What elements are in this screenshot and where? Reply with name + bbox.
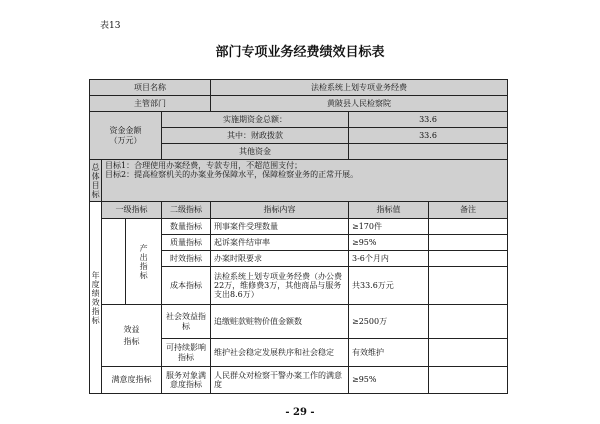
fund-total-label: 实施期资金总额： [162,112,349,128]
table-number: 表13 [100,21,121,31]
header-content: 指标内容 [211,202,349,219]
sustain-remark [429,339,508,367]
social-content: 追缴赃款赃物价值金额数 [211,305,349,339]
service-content: 人民群众对检察干警办案工作的满意度 [211,367,349,394]
social-level2: 社会效益指标 [162,305,211,339]
table-row [90,219,508,235]
page-title: 部门专项业务经费绩效目标表 [215,45,385,60]
timeliness-level2: 时效指标 [162,251,211,267]
header-row [90,202,508,219]
quantity-remark [429,219,508,235]
output-indicators-label: 产出指标 [126,219,162,305]
fund-label-line2: （万元） [109,135,142,145]
project-name-label: 项目名称 [90,80,211,96]
fund-other-label: 其他资金 [162,144,349,160]
timeliness-remark [429,251,508,267]
page-number: - 29 - [285,407,315,418]
sustain-value: 有效维护 [349,339,429,367]
dept-label: 主管部门 [90,96,211,112]
timeliness-content: 办案时限要求 [211,251,349,267]
fund-label [90,112,162,160]
project-name-value: 法检系统上划专项业务经费 [211,80,508,96]
fund-label-line1: 资金金额 [109,126,142,136]
table-row [90,367,508,394]
social-remark [429,305,508,339]
fund-total-row [90,112,508,128]
quality-remark [429,235,508,251]
project-name-row [90,80,508,96]
table-row [90,305,508,339]
quantity-value: ≥170件 [349,219,429,235]
benefit-indicators-label [102,305,162,367]
social-value: ≥2500万 [349,305,429,339]
performance-target-table [89,79,508,394]
sustain-level2: 可持续影响指标 [162,339,211,367]
quantity-content: 刑事案件受理数量 [211,219,349,235]
fund-finance-label: 其中：财政拨款 [162,128,349,144]
overall-goal-label: 总体目标 [90,160,102,202]
cost-content: 法检系统上划专项业务经费（办公费22万，维修费3万，其他商品与服务支出8.6万） [211,267,349,305]
service-level2: 服务对象满意度指标 [162,367,211,394]
goal-1: 目标1：合理使用办案经费，专款专用，不超范围支付； [105,161,303,170]
cost-level2: 成本指标 [162,267,211,305]
satisfaction-indicators-label: 满意度指标 [102,367,162,394]
overall-goal-row [90,160,508,202]
quantity-level2: 数量指标 [162,219,211,235]
quality-value: ≥95% [349,235,429,251]
fund-finance-value: 33.6 [349,128,508,144]
benefit-indicators-text: 效益指标 [123,324,140,346]
fund-total-value: 33.6 [349,112,508,128]
header-remark: 备注 [429,202,508,219]
timeliness-value: 3-6个月内 [349,251,429,267]
sustain-content: 维护社会稳定发展秩序和社会稳定 [211,339,349,367]
dept-row [90,96,508,112]
cost-value: 共33.6万元 [349,267,429,305]
service-value: ≥95% [349,367,429,394]
header-level1: 一级指标 [102,202,162,219]
overall-goal-content [102,160,508,202]
header-level2: 二级指标 [162,202,211,219]
quality-content: 起诉案件结审率 [211,235,349,251]
quality-level2: 质量指标 [162,235,211,251]
cost-remark [429,267,508,305]
goal-2: 目标2：提高检察机关的办案业务保障水平，保障检察业务的正常开展。 [105,170,359,180]
annual-indicators-label: 年度绩效指标 [90,202,102,394]
output-label-spacer [102,219,126,305]
dept-value: 黄陂县人民检察院 [211,96,508,112]
service-remark [429,367,508,394]
header-value: 指标值 [349,202,429,219]
fund-other-value [349,144,508,160]
